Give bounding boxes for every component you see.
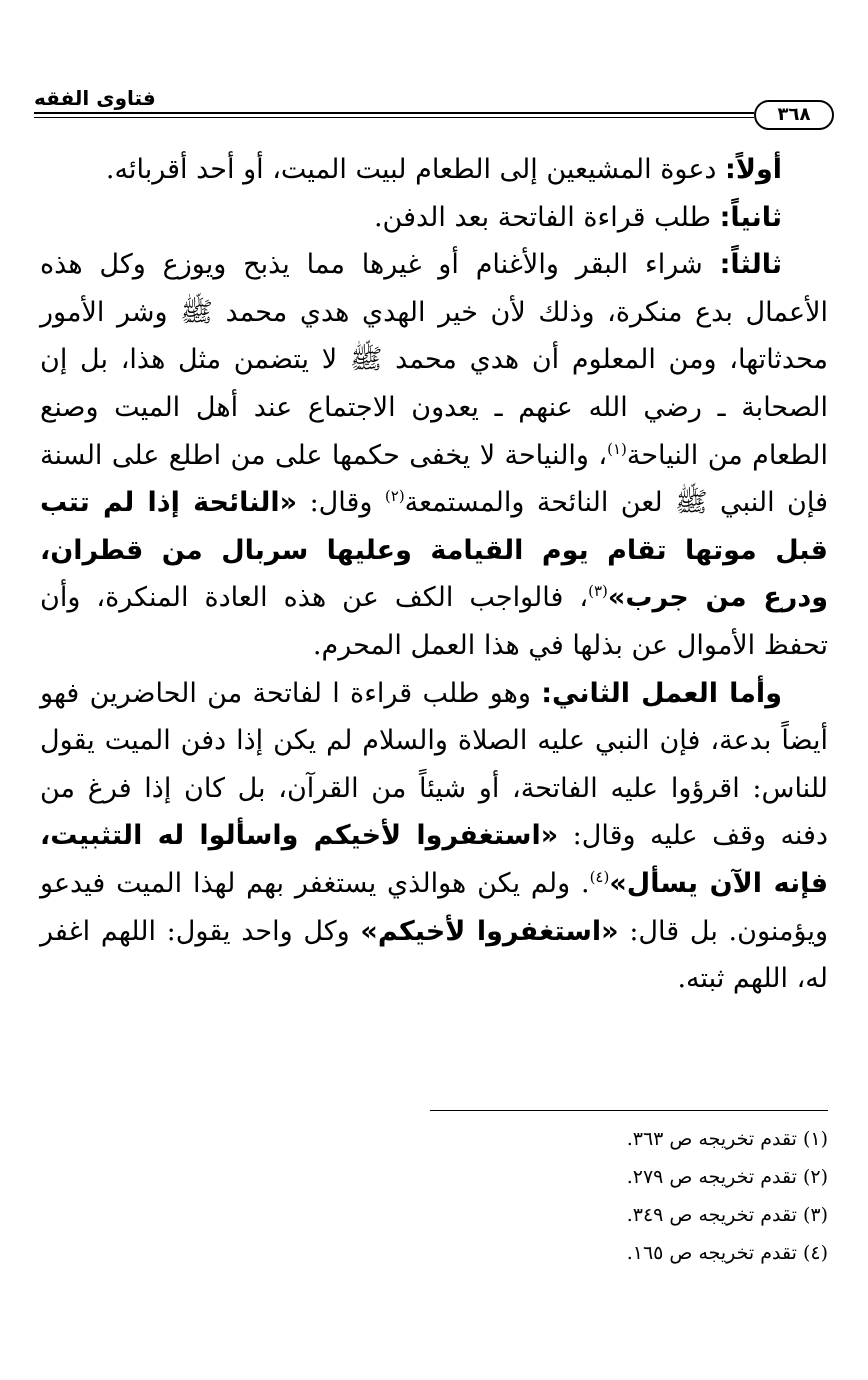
paragraph-label: ثالثاً:	[719, 249, 782, 281]
footnote-number: (٤)	[802, 1242, 828, 1264]
footnote-text: تقدم تخريجه ص ١٦٥.	[626, 1242, 803, 1264]
header-rule	[34, 112, 754, 114]
paragraph-text: دعوة المشيعين إلى الطعام لبيت الميت، أو أحد أقربائه.	[105, 154, 726, 185]
paragraph-text: شراء البقر والأغنام أو غيرها مما يذبح ويوزع وكل هذه الأعمال بدع منكرة، وذلك لأن خير الهدي هدي محمد ﷺ وشر الأمور محدثاتها، ومن المعلوم أن هدي محمد ﷺ لا يتضمن مثل هذا، بل إن الصحابة ـ رضي الله عنهم ـ يعدون الاجتماع عند أهل الميت وصنع الطعام من النياحة	[40, 249, 828, 471]
hadith-quote: «استغفروا لأخيكم»	[360, 915, 619, 947]
header-rule-thin	[34, 117, 754, 118]
footnote-ref-2[interactable]: (٢)	[384, 487, 405, 506]
paragraph-text: وكل واحد يقول: اللهم اغفر له، اللهم ثبته.	[40, 915, 828, 995]
paragraph-fourth	[40, 670, 828, 1003]
footnote-text: تقدم تخريجه ص ٢٧٩.	[626, 1166, 803, 1188]
footnote-number: (٣)	[802, 1204, 828, 1226]
footnote-text: تقدم تخريجه ص ٣٤٩.	[626, 1204, 803, 1226]
main-text	[40, 146, 828, 1003]
paragraph-text: . ولم يكن هوالذي يستغفر بهم لهذا الميت فيدعو ويؤمنون. بل قال:	[40, 867, 829, 947]
footnote-item	[440, 1234, 828, 1272]
footnote-ref-1[interactable]: (١)	[607, 439, 627, 458]
paragraph-label: وأما العمل الثاني:	[541, 677, 782, 709]
paragraph-text: ، والنياحة لا يخفى حكمها على من اطلع على السنة فإن النبي ﷺ لعن النائحة والمستمعة	[40, 439, 828, 519]
footnote-number: (٢)	[802, 1166, 828, 1188]
paragraph-first	[40, 146, 828, 194]
paragraph-label: أولاً:	[725, 154, 782, 185]
footnote-item	[440, 1196, 828, 1234]
paragraph-second	[40, 194, 828, 242]
paragraph-label: ثانياً:	[719, 201, 782, 233]
book-title: فتاوى الفقه	[34, 86, 156, 110]
footnote-text: تقدم تخريجه ص ٣٦٣.	[626, 1128, 803, 1150]
paragraph-text: طلب قراءة الفاتحة بعد الدفن.	[373, 201, 720, 233]
footnote-item	[440, 1158, 828, 1196]
page-number: ٣٦٨	[754, 100, 834, 130]
paragraph-third	[40, 241, 828, 669]
footnote-ref-3[interactable]: (٣)	[588, 582, 608, 601]
footnote-number: (١)	[802, 1128, 828, 1150]
paragraph-text: وهو طلب قراءة ا لفاتحة من الحاضرين فهو أيضاً بدعة، فإن النبي عليه الصلاة والسلام لم يكن إذا دفن الميت يقول للناس: اقرؤوا عليه الفاتحة، أو شيئاً من القرآن، بل كان إذا فرغ من دفنه وقف عليه وقال:	[40, 677, 828, 852]
hadith-quote: «استغفروا لأخيكم واسألوا له التثبيت، فإنه الآن يسأل»	[40, 820, 828, 899]
paragraph-text: وقال:	[297, 487, 385, 519]
footnotes	[440, 1120, 828, 1272]
footnote-item	[440, 1120, 828, 1158]
paragraph-text: ، فالواجب الكف عن هذه العادة المنكرة، وأن تحفظ الأموال عن بذلها في هذا العمل المحرم.	[40, 582, 828, 661]
hadith-quote: «النائحة إذا لم تتب قبل موتها تقام يوم القيامة وعليها سربال من قطران، ودرع من جرب»	[40, 487, 828, 614]
page-header	[34, 84, 834, 128]
footnote-divider	[430, 1110, 828, 1111]
footnote-ref-4[interactable]: (٤)	[589, 867, 610, 886]
